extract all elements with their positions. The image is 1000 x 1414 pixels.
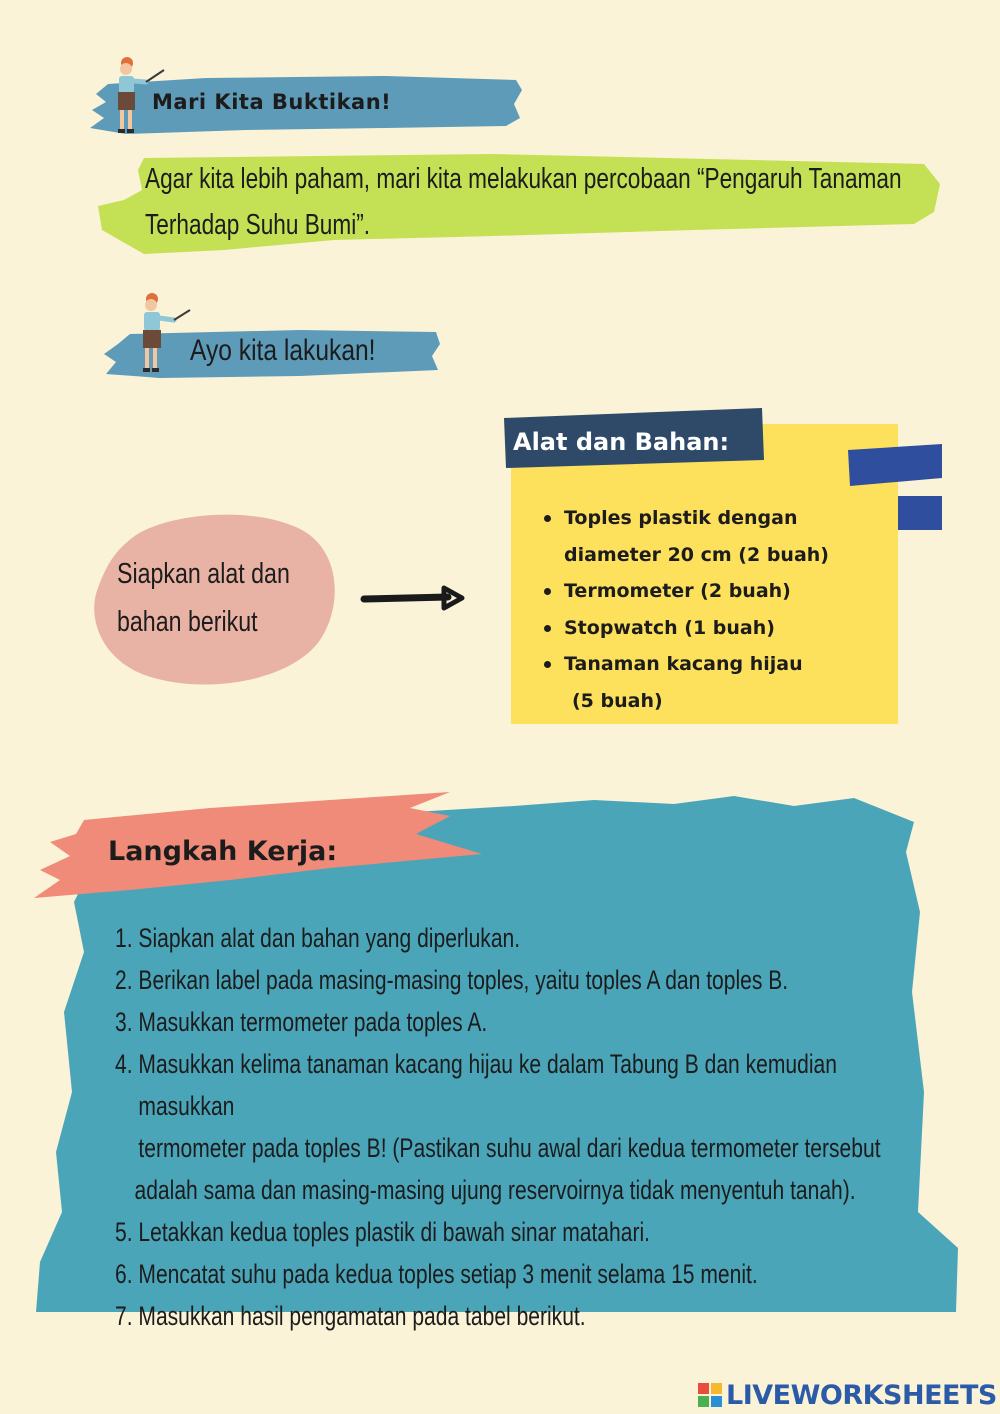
materials-item-text: Toples plastik dengan [564, 507, 798, 529]
step-item [115, 1253, 926, 1295]
materials-item [540, 573, 829, 610]
step-text: Letakkan kedua toples plastik di bawah sinar matahari. [138, 1217, 650, 1247]
step-item [115, 959, 926, 1001]
steps-list [115, 917, 926, 1337]
step-item [115, 1211, 926, 1253]
materials-title: Alat dan Bahan: [513, 428, 730, 456]
intro-line: Terhadap Suhu Bumi”. [145, 209, 371, 241]
step-item [115, 917, 926, 959]
step-number: 3. [115, 1007, 133, 1037]
step-number: 7. [115, 1301, 133, 1331]
step-text: Berikan label pada masing-masing toples, yaitu toples A dan toples B. [138, 965, 789, 995]
brand-logo-icon [698, 1383, 722, 1407]
step-number: 2. [115, 965, 133, 995]
teacher-figure-icon [130, 290, 192, 378]
step-text: adalah sama dan masing-masing ujung reservoirnya tidak menyentuh tanah). [134, 1175, 856, 1205]
materials-item-text: diameter 20 cm (2 buah) [564, 543, 829, 566]
materials-list [540, 500, 829, 719]
materials-item-text: (5 buah) [572, 689, 663, 712]
step-text: Siapkan alat dan bahan yang diperlukan. [138, 923, 521, 953]
step-item [115, 1001, 926, 1043]
steps-title: Langkah Kerja: [108, 836, 338, 867]
materials-item-text: Tanaman kacang hijau [564, 653, 803, 675]
step-text: Masukkan kelima tanaman kacang hijau ke dalam Tabung B dan kemudian masukkan [138, 1049, 837, 1121]
step-text: termometer pada toples B! (Pastikan suhu awal dari kedua termometer tersebut [138, 1133, 881, 1163]
step-number: 1. [115, 923, 133, 953]
step-text: Masukkan termometer pada toples A. [138, 1007, 488, 1037]
step-item [115, 1295, 926, 1337]
section-two-title: Ayo kita lakukan! [190, 334, 376, 367]
section-one-title: Mari Kita Buktikan! [152, 90, 392, 114]
materials-item [540, 646, 829, 719]
materials-item [540, 500, 829, 573]
intro-line: Agar kita lebih paham, mari kita melakukan percobaan “Pengaruh Tanaman [145, 163, 902, 195]
step-number: 5. [115, 1217, 133, 1247]
accent-bar-decoration [846, 440, 944, 532]
step-item [115, 1043, 926, 1211]
brand-name: LIVEWORKSHEETS [726, 1379, 997, 1411]
prep-line: Siapkan alat dan [117, 558, 290, 590]
arrow-right-icon [358, 582, 468, 616]
brand-logo[interactable] [698, 1378, 997, 1412]
intro-paragraph [145, 156, 925, 248]
step-text: Masukkan hasil pengamatan pada tabel berikut. [138, 1301, 586, 1331]
prep-instruction [117, 550, 325, 646]
step-number: 4. [115, 1049, 133, 1079]
materials-item-text: Termometer (2 buah) [564, 580, 791, 602]
step-number: 6. [115, 1259, 133, 1289]
materials-item-text: Stopwatch (1 buah) [564, 616, 775, 639]
step-text: Mencatat suhu pada kedua toples setiap 3 menit selama 15 menit. [138, 1259, 758, 1289]
materials-item [540, 610, 829, 647]
prep-line: bahan berikut [117, 606, 258, 638]
